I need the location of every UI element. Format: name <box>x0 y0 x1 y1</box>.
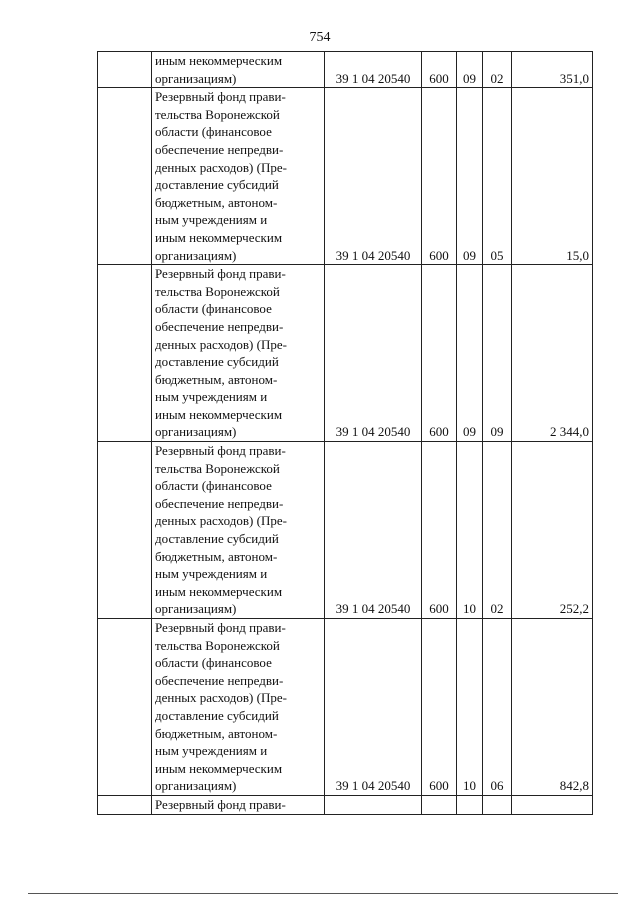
subsection-text: 09 <box>490 424 504 440</box>
section-text: 09 <box>463 424 476 440</box>
target-code-text: 39 1 04 20540 <box>335 778 411 794</box>
budget-table <box>97 51 593 815</box>
expense-name-cell <box>152 442 325 619</box>
expense-type-cell <box>422 619 457 796</box>
page-number: 754 <box>309 30 331 45</box>
target-code-cell <box>325 619 422 796</box>
section-cell <box>457 265 483 442</box>
section-text: 10 <box>463 601 476 617</box>
section-cell <box>457 442 483 619</box>
amount-cell <box>512 52 593 88</box>
table-row <box>98 795 593 814</box>
amount-cell <box>512 88 593 265</box>
expense-name-text: Резервный фонд прави- тельства Воронежской области (финансовое обеспечение непредви- денных расходов) (Пре- доставление субсидий бюджетным, автоном- ным учреждениям и иным некоммерческим организациям) <box>155 266 287 440</box>
target-code-cell <box>325 442 422 619</box>
target-code-cell <box>325 52 422 88</box>
table-row <box>98 88 593 265</box>
subsection-text: 06 <box>490 778 504 794</box>
expense-name-cell <box>152 265 325 442</box>
expense-type-text: 600 <box>429 70 449 86</box>
expense-name-cell <box>152 619 325 796</box>
subsection-cell <box>483 265 512 442</box>
target-code-text: 39 1 04 20540 <box>335 247 411 263</box>
amount-text: 252,2 <box>559 601 589 617</box>
expense-name-cell <box>152 52 325 88</box>
section-cell <box>457 52 483 88</box>
expense-name-text: Резервный фонд прави- <box>155 796 286 812</box>
table-row <box>98 442 593 619</box>
expense-name-text: Резервный фонд прави- тельства Воронежской области (финансовое обеспечение непредви- денных расходов) (Пре- доставление субсидий бюджетным, автоном- ным учреждениям и иным некоммерческим организациям) <box>155 620 287 794</box>
expense-type-cell <box>422 52 457 88</box>
expense-type-cell <box>422 265 457 442</box>
expense-type-text: 600 <box>429 601 449 617</box>
table-row <box>98 619 593 796</box>
amount-text: 15,0 <box>566 247 589 263</box>
blank-cell <box>98 619 152 796</box>
subsection-text: 02 <box>490 601 504 617</box>
section-cell <box>457 619 483 796</box>
expense-name-cell <box>152 795 325 814</box>
blank-cell <box>98 442 152 619</box>
blank-cell <box>98 52 152 88</box>
expense-type-text: 600 <box>429 778 449 794</box>
expense-type-text: 600 <box>429 247 449 263</box>
target-code-text: 39 1 04 20540 <box>335 70 411 86</box>
blank-cell <box>98 88 152 265</box>
section-text: 09 <box>463 70 476 86</box>
subsection-cell <box>483 88 512 265</box>
target-code-text: 39 1 04 20540 <box>335 424 411 440</box>
expense-name-cell <box>152 88 325 265</box>
target-code-cell <box>325 88 422 265</box>
amount-cell <box>512 619 593 796</box>
expense-name-text: Резервный фонд прави- тельства Воронежской области (финансовое обеспечение непредви- денных расходов) (Пре- доставление субсидий бюджетным, автоном- ным учреждениям и иным некоммерческим организациям) <box>155 443 287 617</box>
amount-text: 351,0 <box>559 70 589 86</box>
subsection-cell <box>483 795 512 814</box>
subsection-cell <box>483 619 512 796</box>
expense-name-text: Резервный фонд прави- тельства Воронежской области (финансовое обеспечение непредви- денных расходов) (Пре- доставление субсидий бюджетным, автоном- ным учреждениям и иным некоммерческим организациям) <box>155 89 287 263</box>
expense-name-text: иным некоммерческим организациям) <box>155 53 283 86</box>
expense-type-text: 600 <box>429 424 449 440</box>
amount-text: 2 344,0 <box>550 424 589 440</box>
amount-text: 842,8 <box>559 778 589 794</box>
subsection-cell <box>483 442 512 619</box>
blank-cell <box>98 795 152 814</box>
section-cell <box>457 88 483 265</box>
amount-cell <box>512 795 593 814</box>
amount-cell <box>512 265 593 442</box>
expense-type-cell <box>422 442 457 619</box>
section-cell <box>457 795 483 814</box>
budget-table-body <box>98 52 593 815</box>
section-text: 09 <box>463 247 476 263</box>
subsection-text: 05 <box>490 247 504 263</box>
subsection-cell <box>483 52 512 88</box>
footer-rule <box>28 893 618 894</box>
section-text: 10 <box>463 778 476 794</box>
table-row <box>98 52 593 88</box>
target-code-cell <box>325 265 422 442</box>
expense-type-cell <box>422 795 457 814</box>
table-row <box>98 265 593 442</box>
blank-cell <box>98 265 152 442</box>
expense-type-cell <box>422 88 457 265</box>
subsection-text: 02 <box>490 70 504 86</box>
amount-cell <box>512 442 593 619</box>
target-code-text: 39 1 04 20540 <box>335 601 411 617</box>
target-code-cell <box>325 795 422 814</box>
